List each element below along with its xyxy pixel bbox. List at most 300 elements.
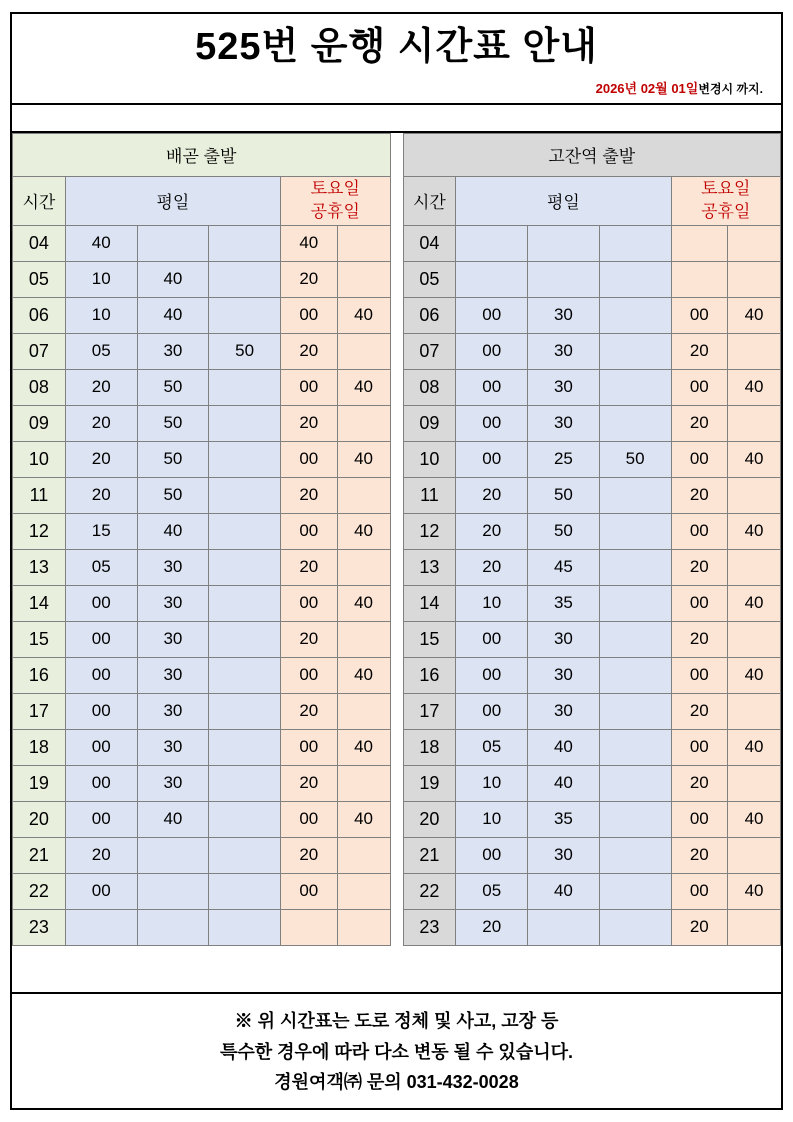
weekend-cell: 20 [281,621,338,657]
weekend-cell [337,405,390,441]
weekend-cell: 00 [281,585,338,621]
weekend-cell [728,261,781,297]
weekday-cell [209,585,281,621]
weekday-cell: 20 [456,909,528,945]
weekday-cell: 50 [528,513,600,549]
weekend-cell: 00 [671,801,728,837]
weekday-cell [209,477,281,513]
weekend-cell [728,837,781,873]
departure-title-gojan: 고잔역 출발 [403,133,781,176]
col-header-hour: 시간 [13,176,66,225]
weekday-cell: 30 [528,297,600,333]
table-row [13,585,391,621]
table-row [13,693,391,729]
weekend-cell: 20 [671,909,728,945]
footer-notes [12,992,781,1108]
weekend-cell: 40 [337,657,390,693]
weekday-cell [209,873,281,909]
weekday-cell [599,837,671,873]
hour-cell: 04 [403,225,456,261]
table-subheader-row [403,176,781,225]
hour-cell: 13 [403,549,456,585]
weekend-cell [728,693,781,729]
weekday-cell: 30 [528,837,600,873]
weekend-cell [728,225,781,261]
hour-cell: 22 [13,873,66,909]
weekend-cell: 40 [337,513,390,549]
weekday-cell [599,513,671,549]
weekday-cell: 20 [65,837,137,873]
weekend-cell [337,909,390,945]
col-header-weekend [281,176,391,225]
weekday-cell: 25 [528,441,600,477]
weekend-cell: 40 [728,729,781,765]
validity-date: 2026년 02월 01일 [595,80,699,96]
weekend-cell [337,765,390,801]
weekday-cell [209,441,281,477]
hour-cell: 17 [403,693,456,729]
weekend-cell: 20 [671,693,728,729]
weekday-cell [599,621,671,657]
hour-cell: 07 [403,333,456,369]
table-row [13,801,391,837]
weekday-cell [599,909,671,945]
weekday-cell: 50 [528,477,600,513]
weekday-cell: 00 [456,297,528,333]
weekday-cell [137,909,209,945]
weekday-cell: 30 [137,621,209,657]
weekday-cell: 20 [456,477,528,513]
weekday-cell [599,405,671,441]
table-row [403,801,781,837]
weekday-cell: 10 [456,585,528,621]
weekend-cell: 40 [728,297,781,333]
weekday-cell: 00 [456,693,528,729]
hour-cell: 06 [403,297,456,333]
table-row [13,837,391,873]
weekend-cell [728,549,781,585]
weekday-cell: 00 [456,621,528,657]
weekday-cell [209,549,281,585]
hour-cell: 20 [403,801,456,837]
hour-cell: 17 [13,693,66,729]
weekday-cell [209,369,281,405]
table-row [13,513,391,549]
hour-cell: 16 [13,657,66,693]
footer-line-3: 경원여객㈜ 문의 031-432-0028 [274,1072,519,1093]
weekday-cell: 30 [528,621,600,657]
weekday-cell [599,225,671,261]
weekday-cell [599,693,671,729]
table-row [403,441,781,477]
weekend-cell: 00 [281,657,338,693]
hour-cell: 22 [403,873,456,909]
weekend-cell: 00 [281,513,338,549]
schedule-table-bagot [12,133,391,946]
col-header-weekend [671,176,781,225]
hour-cell: 19 [13,765,66,801]
weekend-cell: 40 [728,585,781,621]
hour-cell: 16 [403,657,456,693]
weekend-cell: 00 [671,513,728,549]
table-row [13,369,391,405]
weekend-cell [337,333,390,369]
weekday-cell: 05 [456,729,528,765]
weekend-cell: 40 [728,657,781,693]
weekday-cell: 30 [137,333,209,369]
weekday-cell [599,477,671,513]
table-row [403,693,781,729]
weekday-cell [528,909,600,945]
weekend-cell: 40 [337,585,390,621]
weekday-cell: 00 [65,801,137,837]
weekday-cell [209,765,281,801]
page-title: 525번 운행 시간표 안내 [195,26,598,68]
weekday-cell [209,801,281,837]
title-spacer [12,105,781,133]
weekend-cell [728,477,781,513]
table-subheader-row [13,176,391,225]
weekday-cell: 40 [65,225,137,261]
weekend-cell [728,621,781,657]
weekend-cell [337,261,390,297]
hour-cell: 18 [13,729,66,765]
weekend-cell: 20 [281,765,338,801]
weekday-cell [137,225,209,261]
weekday-cell [137,873,209,909]
weekend-cell: 20 [671,549,728,585]
weekend-cell: 00 [671,297,728,333]
weekend-cell [337,693,390,729]
table-row [403,477,781,513]
table-row [403,621,781,657]
table-row [13,621,391,657]
weekday-cell [209,513,281,549]
table-row [13,549,391,585]
table-row [403,333,781,369]
weekday-cell: 00 [65,729,137,765]
section-gojan [403,133,782,993]
weekend-cell: 00 [281,729,338,765]
weekend-cell: 00 [281,297,338,333]
weekday-cell [599,873,671,909]
table-row [13,225,391,261]
hour-cell: 09 [403,405,456,441]
weekend-cell [337,621,390,657]
weekday-cell: 00 [65,693,137,729]
weekday-cell: 10 [65,261,137,297]
weekday-cell: 30 [528,333,600,369]
col-header-weekend-line1: 토요일 [310,178,360,198]
weekend-cell: 20 [671,405,728,441]
weekend-cell [671,225,728,261]
section-bagot [12,133,391,993]
weekday-cell [599,765,671,801]
weekend-cell: 40 [728,873,781,909]
weekday-cell: 50 [137,369,209,405]
table-row [403,513,781,549]
weekday-cell: 30 [528,693,600,729]
weekend-cell [728,405,781,441]
table-row [403,261,781,297]
weekday-cell [599,297,671,333]
weekday-cell: 05 [65,333,137,369]
weekday-cell: 00 [456,369,528,405]
weekday-cell: 35 [528,585,600,621]
weekday-cell: 05 [456,873,528,909]
weekday-cell: 00 [456,837,528,873]
table-row [403,225,781,261]
table-row [13,297,391,333]
weekday-cell [599,369,671,405]
weekend-cell: 40 [337,801,390,837]
hour-cell: 12 [403,513,456,549]
weekday-cell: 30 [528,657,600,693]
table-row [403,837,781,873]
hour-cell: 10 [13,441,66,477]
hour-cell: 05 [403,261,456,297]
weekday-cell [209,657,281,693]
weekday-cell: 40 [137,801,209,837]
weekend-cell: 00 [671,369,728,405]
table-row [13,873,391,909]
weekday-cell: 00 [65,657,137,693]
weekday-cell: 40 [528,765,600,801]
weekday-cell: 10 [456,801,528,837]
schedule-table-gojan [403,133,782,946]
table-row [13,405,391,441]
title-block [12,14,781,105]
weekday-cell: 35 [528,801,600,837]
weekday-cell: 30 [137,657,209,693]
hour-cell: 14 [13,585,66,621]
weekend-cell: 40 [728,369,781,405]
weekday-cell: 30 [528,369,600,405]
weekday-cell: 00 [456,657,528,693]
weekday-cell: 00 [65,765,137,801]
validity-suffix: 변경시 까지. [698,81,763,96]
hour-cell: 23 [13,909,66,945]
weekday-cell: 00 [65,621,137,657]
weekday-cell: 00 [65,585,137,621]
weekend-cell [728,333,781,369]
table-row [13,477,391,513]
hour-cell: 13 [13,549,66,585]
table-row [13,261,391,297]
col-header-weekend-line2: 공휴일 [701,201,751,221]
table-row [13,333,391,369]
weekday-cell: 30 [137,549,209,585]
weekday-cell: 20 [456,513,528,549]
col-header-weekend-line1: 토요일 [701,178,751,198]
table-row [403,729,781,765]
weekday-cell: 15 [65,513,137,549]
hour-cell: 12 [13,513,66,549]
weekend-cell: 20 [671,333,728,369]
weekday-cell [209,261,281,297]
weekend-cell: 00 [671,729,728,765]
weekday-cell: 50 [599,441,671,477]
weekend-cell: 40 [728,513,781,549]
weekend-cell: 40 [337,297,390,333]
weekend-cell: 40 [281,225,338,261]
weekday-cell [456,261,528,297]
weekend-cell: 40 [728,441,781,477]
weekend-cell: 20 [281,333,338,369]
weekend-cell [671,261,728,297]
hour-cell: 23 [403,909,456,945]
weekend-cell [728,765,781,801]
hour-cell: 04 [13,225,66,261]
weekday-cell: 10 [456,765,528,801]
weekday-cell: 30 [528,405,600,441]
table-row [403,909,781,945]
weekend-cell [337,873,390,909]
hour-cell: 08 [13,369,66,405]
weekend-cell [337,477,390,513]
hour-cell: 11 [403,477,456,513]
table-row [403,549,781,585]
table-header-row [13,133,391,176]
weekend-cell: 20 [671,837,728,873]
weekend-cell: 20 [281,405,338,441]
weekday-cell [209,729,281,765]
weekend-cell: 00 [671,657,728,693]
weekend-cell: 20 [281,693,338,729]
weekend-cell: 20 [281,837,338,873]
weekend-cell: 00 [671,441,728,477]
weekday-cell: 00 [456,333,528,369]
weekend-cell: 20 [671,621,728,657]
weekday-cell: 50 [137,405,209,441]
col-header-weekday: 평일 [65,176,280,225]
weekday-cell [209,693,281,729]
weekday-cell [137,837,209,873]
weekend-cell: 00 [671,585,728,621]
table-row [403,873,781,909]
weekday-cell: 20 [65,477,137,513]
weekend-cell: 00 [281,441,338,477]
weekday-cell: 30 [137,693,209,729]
weekday-cell: 45 [528,549,600,585]
departure-title-bagot: 배곧 출발 [13,133,391,176]
weekday-cell: 40 [137,261,209,297]
weekend-cell: 20 [671,765,728,801]
weekday-cell: 50 [137,441,209,477]
weekend-cell [337,225,390,261]
col-header-weekend-line2: 공휴일 [310,201,360,221]
weekday-cell [209,405,281,441]
weekday-cell: 30 [137,585,209,621]
weekday-cell [599,729,671,765]
hour-cell: 18 [403,729,456,765]
weekday-cell [599,261,671,297]
table-header-row [403,133,781,176]
hour-cell: 08 [403,369,456,405]
weekend-cell: 20 [671,477,728,513]
weekend-cell: 20 [281,261,338,297]
weekday-cell [528,225,600,261]
col-header-hour: 시간 [403,176,456,225]
hour-cell: 14 [403,585,456,621]
footer-line-1: ※ 위 시간표는 도로 정체 및 사고, 고장 등 [234,1011,559,1032]
weekday-cell [456,225,528,261]
hour-cell: 05 [13,261,66,297]
weekday-cell: 10 [65,297,137,333]
weekday-cell: 20 [456,549,528,585]
table-row [13,909,391,945]
table-row [13,657,391,693]
weekend-cell: 40 [337,441,390,477]
weekday-cell [599,801,671,837]
table-row [13,441,391,477]
timetable-frame [10,12,783,1110]
hour-cell: 21 [13,837,66,873]
weekend-cell [337,837,390,873]
hour-cell: 15 [403,621,456,657]
table-row [13,729,391,765]
hour-cell: 15 [13,621,66,657]
weekday-cell [65,909,137,945]
weekend-cell: 00 [671,873,728,909]
weekend-cell: 20 [281,549,338,585]
column-gap [391,133,403,993]
weekend-cell [728,909,781,945]
weekend-cell: 40 [337,369,390,405]
weekend-cell: 40 [337,729,390,765]
weekday-cell: 30 [137,765,209,801]
hour-cell: 07 [13,333,66,369]
weekend-cell: 40 [728,801,781,837]
weekday-cell: 40 [528,873,600,909]
weekday-cell: 30 [137,729,209,765]
table-row [403,297,781,333]
weekday-cell [599,585,671,621]
hour-cell: 21 [403,837,456,873]
hour-cell: 06 [13,297,66,333]
weekday-cell: 40 [137,513,209,549]
timetables-container [12,133,781,993]
hour-cell: 09 [13,405,66,441]
weekday-cell: 40 [137,297,209,333]
weekday-cell [209,837,281,873]
weekday-cell: 00 [456,405,528,441]
table-row [403,657,781,693]
table-row [403,369,781,405]
weekday-cell [599,333,671,369]
weekday-cell: 20 [65,369,137,405]
validity-note [24,78,769,97]
weekend-cell: 20 [281,477,338,513]
weekday-cell: 05 [65,549,137,585]
weekday-cell: 50 [209,333,281,369]
weekday-cell [599,657,671,693]
weekday-cell [209,297,281,333]
weekday-cell: 20 [65,441,137,477]
table-row [403,765,781,801]
weekday-cell: 40 [528,729,600,765]
weekend-cell [281,909,338,945]
weekday-cell: 50 [137,477,209,513]
weekday-cell [599,549,671,585]
table-row [13,765,391,801]
weekday-cell [209,225,281,261]
weekend-cell: 00 [281,873,338,909]
weekday-cell: 00 [456,441,528,477]
table-row [403,405,781,441]
weekend-cell [337,549,390,585]
weekday-cell [209,909,281,945]
